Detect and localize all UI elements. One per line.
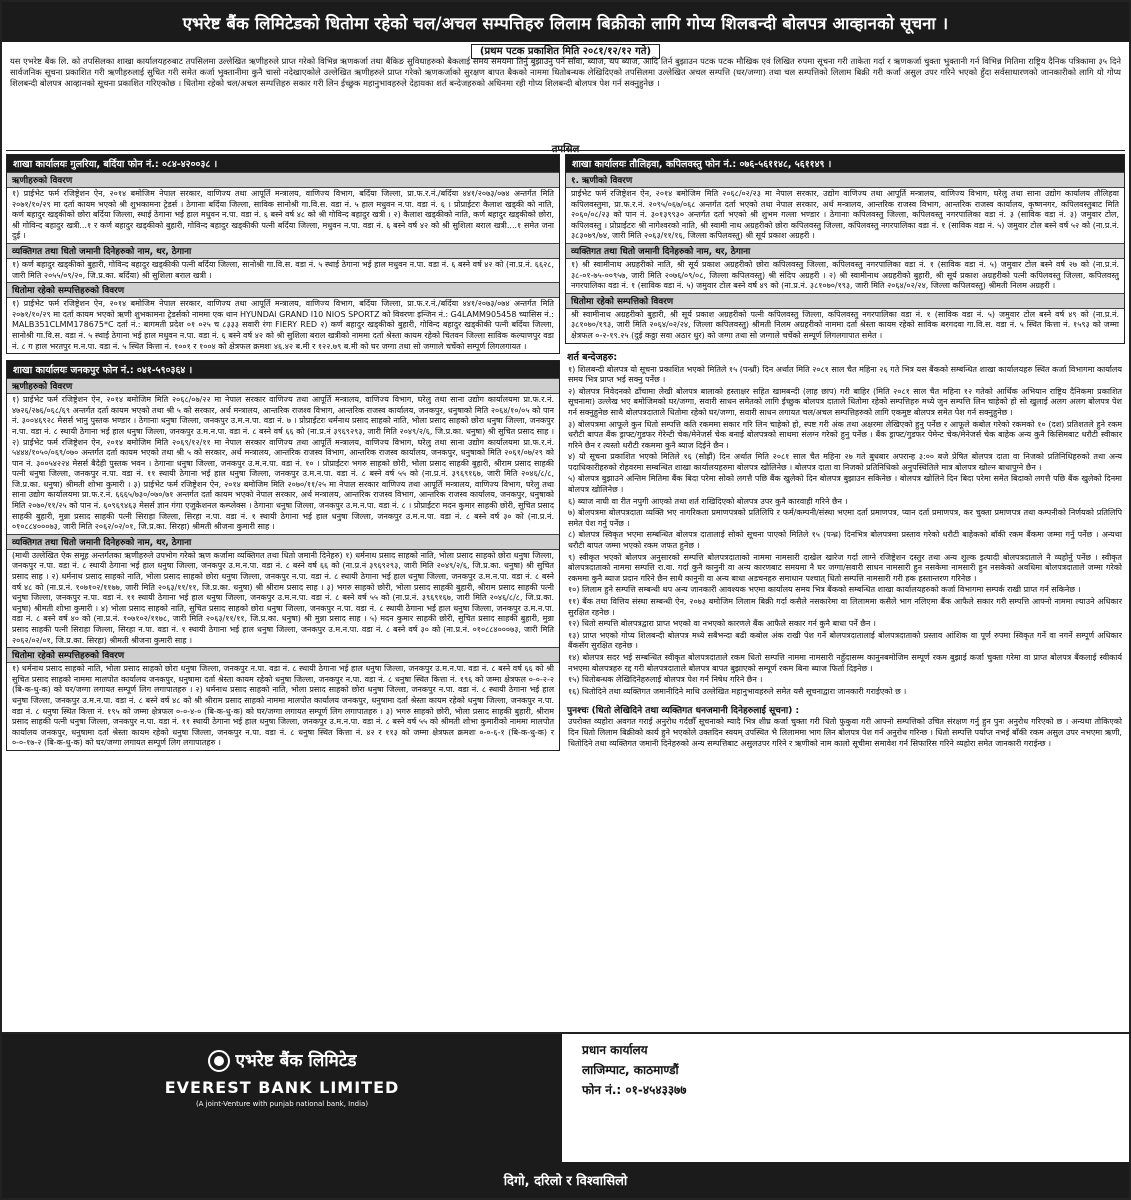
term-item: ३) बोलपत्रमा आफूले कुन धितो सम्पत्ति कति रकममा सकार गरि लिन चाहेको हो, स्पष्ट गरी अंक तथा अक्षरमा लेखिएको हुनु पर्नेछ र आफूले कबोल गरेको रकमको १० (दश) प्रतिशतले हुने रकम धरौटी बापत बैंक ड्राफ्ट/गुडफर गेरेन्टी चेक/मेनेजर्स चेक बनाई बोलपत्रको साथमा संलग्न गरेको हुनु पर्नेछ । बैंक ड्राफ्ट/गुडफर पेमेन्ट चेक/मेनेजर्स चेक बाहेक अन्य कुनै किसिमबाट धरौटी स्वीकार गरिने छैन र त्यस्तो धरौटी रकममा कुनै ब्याज दिईने छैन । <box>568 419 1122 450</box>
guarantor-text: (माथी उल्लेखित ऐक समूह अन्तर्गतका ऋणीहरुले उपभोग गरेको ऋण कर्जामा व्यक्तिगत तथा धितो जमानी दिनेहरु) १) धर्मनाथ प्रसाद साहको नाति, भोला प्रसाद साहको छोरा धनुषा जिल्ला, जनकपुर न.पा. वडा नं. ८ स्थायी ठेगाना भई हाल धनुषा जिल्ला, जनकपुर उ.म.न.पा. वडा नं. ८ बस्ने वर्ष ६६ को (ना.प्र.नं ३९६९२९३, जारी मिति २०४९/२/६, जि.प्र.का. धनुषा) श्री सुचित प्रसाद साह । २) धर्मनाथ प्रसाद साहको नाति, भोला प्रसाद साहको छोरा धनुषा जिल्ला, जनकपुर न.पा. वडा नं. ८ स्थायी ठेगाना भई हाल धनुषा जिल्ला, जनकपुर उ.म.न.पा. वडा नं. ८ बस्ने वर्ष ४८ को (ना.प्र.नं. १०७१०२/११७७, जारी मिति २०६३/११/११, जि.प्र.का. धनुषा) श्री श्रीराम प्रसाद साह । ३) भगरु साहको छोरी, भोला प्रसाद साहकी बुहारी, श्रीराम प्रसाद साहकी पत्नी धनुषा जिल्ला, जनकपुर न.पा. वडा नं. ११ स्थायी ठेगाना भई हाल धनुषा जिल्ला, जनकपुर उ.म.न.पा. वडा नं. ८ बस्ने वर्ष ५५ को (ना.प्र.नं. ३९६९१६७, जारी मिति २०४६/८/८, जि.प्र.का. धनुषा) श्रीमती शोभा कुमारी । ४) भोला प्रसाद साहको नाति, सुचित प्रसाद साहको छोरा धनुषा जिल्ला, जनकपुर न.पा. वडा नं. ८ स्थायी ठेगाना भई हाल धनुषा जिल्ला, जनकपुर उ.म.न.पा. वडा नं. ८ बस्ने वर्ष ४० को (ना.प्र.नं. १०७१०२/११७८, जारी मिति २०६३/११/११, जि.प्र.का. धनुषा) श्री मुन्ना प्रसाद साह । ५) मदन कुमार साहकी छोरी, सुचित प्रसाद साहकी बुहारी, मुन्ना प्रसाद साहकी पत्नी सिराहा जिल्ला, सिरहा न.पा. वडा नं. १ स्थायी ठेगाना भई हाल धनुषा जिल्ला, जनकपुर उ.म.न.पा. वडा नं. ८ बस्ने वर्ष ३० को (ना.प्र.नं. ०१०८८४०००७३, जारी मिति २०६२/०२/०१, जि.प्र.का. सिरहा) श्रीमती श्रीजना कुमारी साह । <box>12 550 554 645</box>
guarantor-text: १) कर्ण बहादुर खड्कीको बुहारी, गोविन्द बहादुर खड्कीकी पत्नी बर्दिया जिल्ला, सानोश्री गा.वि.स. वडा नं. ५ स्थाई ठेगाना भई हाल मधुवन न.पा. वडा नं. ६ बस्ने वर्ष ४२ को (ना.प्र.नं. ६६२८, जारी मिति २०५५/०९/२०, जि.प्र.का. बर्दिया) श्री सुशिला बराल खत्री । <box>12 259 554 280</box>
term-item: १५) धितोबन्धक लेखिदिनेहरुलाई बोलपत्र पेश गर्न निषेध गरिने छैन । <box>568 675 763 685</box>
bank-tagline: दिगो, दरिलो र विश्वासिलो <box>2 1162 1129 1198</box>
term-item: २) बोलपत्र निवेदनको ढाँचामा लेखी बोलपत्र बालाको हस्ताक्षर सहित खामबन्दी (लाह छाप) गरी बाहिर (मिति २०८१ साल चैत महिना १२ गतेको आर्थिक अभियान राष्ट्रिय दैनिकमा प्रकाशित सूचनामा) उल्लेख भए बमोजिमको घर/जग्गा, सवारी साधन समेतको लागि ईच्छुक बोलपत्र दाताले धितोमा रहेको सम्पत्तिहरु मध्ये जुन सम्पत्ति लिन चाहेको हो सो खुलाई अलग अलग बोलपत्र पेश गर्न सक्नुहुनेछ साथै बोलपत्रदाताले धितोमा रहेको घर/जग्गा, सवारी साधन लगायत चल/अचल सम्पत्तिहरुको लागि एकमुष्ट बोलपत्र समेत पेश गर्न सक्नुहुनेछ । <box>568 386 1122 417</box>
borrower-head: ऋणीहरुको विवरण <box>7 172 559 188</box>
property-text: श्री स्वामीनाथ अग्रहरीको बुहारी, श्री सूर्य प्रकाश अग्रहरीको पत्नी कपिलवस्तु जिल्ला, कपिलवस्तु नगरपालिका वडा नं. १ (साविक वडा नं. ५) जमुवार टोल बस्ने वर्ष ४९ को (ना.प्र.नं. ३८१०७०/१९३, जारी मिति २०६४/०२/२४, जिल्ला कपिलवस्तु) श्रीमती निलम अग्रहरीको नाममा दर्ता श्रेस्ता कायम रहेको साविक बरगदवा गा.वि.स. वडा नं. ५ स्थित कित्ता नं. १५९३ को जम्मा क्षेत्रफल ०-२-१९.२५ (दुई कठ्ठा सवा अठार धुर) को जग्गा तथा सो जग्गाले चर्चेको सम्पूर्ण लिगलगापात समेत । <box>571 309 1119 340</box>
branch-head: शाखा कार्यालयः गुलरिया, बर्दिया फोन नं.: ०८४-४२००३८ । <box>7 155 559 172</box>
guarantor-text: १) श्री स्वामीनाथ अग्रहरीको नाति, श्री सूर्य प्रकाश अग्रहरीको छोरा कपिलवस्तु जिल्ला, कपिलवस्तु नगरपालिका वडा नं. १ (साविक वडा नं. ५) जमुवार टोल बस्ने वर्ष २७ को (ना.प्र.नं. ३८-०१-७५-००९५७, जारी मिति २०७६/०९/०८, जिल्ला कपिलवस्तु) श्री संदिप अग्रहरी । २) श्री स्वामीनाथ अग्रहरीको बुहारी, श्री सूर्य प्रकाश अग्रहरीको पत्नी कपिलवस्तु जिल्ला, कपिलवस्तु नगरपालिका वडा नं. १ (साविक वडा नं. ५) जमुवार टोल बस्ने वर्ष ४९ को (ना.प्र.नं. ३८१०७०/१९३, जारी मिति २०६४/०२/२४, जिल्ला कपिलवस्तु) श्रीमती निलम अग्रहरी । <box>571 259 1119 291</box>
borrower-head: ऋणीहरुको विवरण <box>7 378 559 394</box>
term-item: ५) बोलपत्र बुझाउने अन्तिम मितिमा बैंक बिदा परेमा सोको लगत्तै पछि बैंक खुलेको दिन बोलपत्र बुझाउन सकिनेछ । बोलपत्र खोलिने दिन बिदा परेमा समेत बिदाको लगत्तै पछि बैंक खुलेको दिनमा बोलपत्र खोलिनेछ । <box>568 474 1122 495</box>
notice-head: पुनश्चः (धितो लेखिदिने तथा व्यक्तिगत धनजमानी दिनेहरुलाई सूचना) : <box>567 706 800 717</box>
logo-nepali-row <box>2 1048 562 1072</box>
terms-list <box>565 365 1125 699</box>
branch-head: शाखा कार्यालयः जनकपुर फोन नं.: ०४१-५९०३६४ । <box>7 361 559 378</box>
property-head: धितोमा रहेको सम्पत्तिहरुको विवरण <box>7 282 559 298</box>
property-head: धितोमा रहेको सम्पत्तिहरुको विवरण <box>7 647 559 663</box>
branch-taulihawa <box>565 154 1125 344</box>
head-office-block <box>582 1040 687 1100</box>
property-head: धितोमा रहेको सम्पत्तिको विवरण <box>566 293 1124 309</box>
term-item: १२) धितो सम्पत्ति बोलपत्रद्वारा प्राप्त भएको वा नभएको कारणले बैंक आफैले सकार गर्न कुनै बाधा पर्ने छैन । <box>568 619 876 629</box>
bank-logo-block <box>2 1034 562 1162</box>
guarantor-head: व्यक्तिगत तथा धितो जमानी दिनेहरुको नाम, थर, ठेगाना <box>7 534 559 550</box>
term-item: १६) धितोदिने तथा व्यक्तिगत जमानीदिने माथि उल्लेखित महानुभावहरुले समेत यसै सूचनाद्वारा जानकारी गराईएको छ । <box>568 686 907 696</box>
left-column <box>6 154 560 1024</box>
term-item: १४) बोलपत्र सदर भई सम्बन्धित स्वीकृत बोलपत्रदाताले रकम धितो सम्पत्ति नाममा नामसारी नहुँदासम्म कानुनबमोजिम सम्पूर्ण रकम बुझाई कर्जा चुक्ता गरेमा वा प्राप्त बोलपत्र बैंकलाई स्वीकार्य नभएमा बोलपत्रहरु रद्द गरी बोलपत्रदाताले बोलपत्र बापत बुझाएको सम्पूर्ण रकम बिना ब्याज फिर्ता दिइनेछ । <box>568 652 1122 673</box>
publication-date: (प्रथम पटक प्रकाशित मिति २०८१/१२/१२ गते) <box>471 44 660 59</box>
publication-date-label <box>2 43 1129 57</box>
footer <box>2 1032 1129 1162</box>
office-title: प्रधान कार्यालय <box>582 1043 648 1057</box>
logo-subtitle: (A joint-Venture with punjab national bank, India) <box>195 1100 369 1108</box>
logo-nepali: एभरेष्ट बैंक लिमिटेड <box>235 1051 357 1071</box>
guarantor-head: व्यक्तिगत तथा धितो जमानी दिनेहरुको नाम, थर, ठेगाना <box>7 243 559 259</box>
property-text: १) धर्मनाथ प्रसाद साहको नाति, भोला प्रसाद साहको छोरा धनुषा जिल्ला, जनकपुर न.पा. वडा नं. ८ स्थायी ठेगाना भई हाल धनुषा जिल्ला, जनकपुर उ.म.न.पा. वडा नं. ८ बस्ने वर्ष ६६ को श्री सुचित प्रसाद साहको नाममा मालपोत कार्यालय जनकपुर, धनुषामा दर्ता श्रेस्ता कायम रहेको धनुषा जिल्ला, जनकपुर न.पा. वडा नं. ८ धनुषा स्थित कित्ता नं. १९६ को जम्मा क्षेत्रफल ०-०-२-२ (बि-क-धु-क) को घर/जग्गा लगायत सम्पूर्ण लिग लगापातहरु । २) धर्मनाथ प्रसाद साहको नाति, भोला प्रसाद साहको छोरा धनुषा जिल्ला, जनकपुर न.पा. वडा नं. ८ स्थायी ठेगाना भई हाल धनुषा जिल्ला, जनकपुर उ.म.न.पा. वडा नं. ८ बस्ने वर्ष ४८ को श्री श्रीराम प्रसाद साहको नाममा मालपोत कार्यालय जनकपुर, धनुषामा दर्ता श्रेस्ता कायम रहेको धनुषा जिल्ला, जनकपुर न.पा. वडा नं. ८ धनुषा स्थित कित्ता नं. १९५ को जम्मा क्षेत्रफल ०-०-४-० (बि-क-धु-क) को घर/जग्गा लगायत सम्पूर्ण लिग लगापातहरु । ३) भगरु साहको छोरी, भोला प्रसाद साहकी बुहारी, श्रीराम प्रसाद साहकी पत्नी धनुषा जिल्ला, जनकपुर न.पा. वडा नं. ११ स्थायी ठेगाना भई हाल धनुषा जिल्ला, जनकपुर उ.म.न.पा. वडा नं. ८ बस्ने वर्ष ५५ को श्रीमती शोभा कुमारीको नाममा मालपोत कार्यालय जनकपुर, धनुषामा दर्ता श्रेस्ता कायम रहेको धनुषा जिल्ला, जनकपुर न.पा. वडा नं. ८ धनुषा स्थित कित्ता नं. ४२ र ११३ को जम्मा क्षेत्रफल क्रमशः ०-०-६-१ (बि-क-धु-क) र ०-०-१७-२ (बि-क-धु-क) को घर/जग्गा लगायत सम्पूर्ण लिग लगापातहरु । <box>12 664 554 748</box>
term-item: ८) बोलपत्र स्विकृत भएमा सम्बन्धित बोलपत्र दातालाई सोको सूचना पाएको मितिले १५ (पन्ध्र) दिनभित्र बोलपत्रमा प्रस्ताव गरेको धरौटी बाहेकको बाँकी रकम बैंकमा जम्मा गर्नु पर्नेछ । अन्यथा धरौटी बापत जम्मा भएको रकम जफत हुनेछ । <box>568 530 1122 551</box>
term-item: १३) प्राप्त भएको गोप्य शिलबन्दी बोलपत्र मध्ये सबैभन्दा बढी कबोल अंक राखी पेश गर्ने बोलपत्रदातालाई बोलपत्रदाताको प्रस्ताव आंशिक वा पूर्ण रुपमा स्विकृत गर्ने वा नगर्ने सम्पूर्ण अधिकार बैंकसँग सुरक्षित रहनेछ । <box>568 630 1122 651</box>
branch-gulariya <box>6 154 560 354</box>
term-item: ११) बैंक तथा वित्तिय संस्था सम्बन्धी ऐन, २०७३ बमोजिम लिलाम बिक्री गर्दा कसैले नसकारेमा वा लिलाममा कसैले भाग नलिएमा बैंक आफैले सकार गरी सम्पत्ति आफ्नो नाममा ल्याउने अधिकार सुरक्षित रहनेछ । <box>568 597 1122 617</box>
office-phone: फोन नं.: ०१-४५४३३७७ <box>582 1083 687 1097</box>
notice-title: एभरेष्ट बैंक लिमिटेडको धितोमा रहेको चल/अचल सम्पत्तिहरु लिलाम बिक्रीको लागि गोप्य शिलबन्दी बोलपत्र आव्हानको सूचना । <box>2 2 1129 42</box>
borrower-head: १. ऋणीको विवरण <box>566 172 1124 188</box>
bank-logo-icon <box>208 1050 230 1072</box>
guarantor-head: व्यक्तिगत तथा धितो जमानी दिनेहरुको नाम, थर, ठेगाना <box>566 243 1124 259</box>
term-item: ९) स्वीकृत भएको बोलपत्र अनुसारको सम्पत्ति बोलपत्रदाताको नाममा नामसारी दाखेल खारेज गर्दा लाग्ने रजिष्ट्रेशन दस्तुर तथा अन्य शुल्क इत्यादी बोलपत्रदाताले नै व्यहोर्नु पर्नेछ । स्वीकृत बोलपत्रदाताको नाममा सम्पत्ति रा.वा. गर्दा कुनै कानुनी वा अन्य कारणबाट समयमा नै घर जग्गा/सवारी साधन नामसारी हुन नसकेमा नामसारी हुन नसकेको अवधिमा बोलपत्रदाताले जम्मा गरेको रकममा कुनै ब्याज प्रदान गरिने छैन साथै कानुनी वा अन्य बाधा अडचनहरु समाधान पश्चात् धितो सम्पत्ति नामसारी गरी हक हस्तान्तरण गरिनेछ । <box>568 552 1122 583</box>
property-text: १) प्राईभेट फर्म रजिष्ट्रेशन ऐन, २०१४ बमोजिम नेपाल सरकार, वाणिज्य तथा आपूर्ति मन्त्रालय, वाणिज्य विभाग, बर्दिया जिल्ला, प्रा.फ.र.नं./बर्दिया ४४१/२०७३/०७४ अन्तर्गत मिति २०७१/१०/२९ मा दर्ता कायम भएको ऋणी शुभकामना ट्रेडर्सको नाममा एक थान HYUNDAI GRAND I10 NIOS SPORTZ को विवरणः इन्जिन नं.: G4LAMM905458 च्यासिस नं.: MALB351CLMM178675*C दर्ता नं.: बागमती प्रदेश ०१ ०२५ च ८३३३ सवारी रंगः FIERY RED २) कर्ण बहादुर खड्कीको बुहारी, गोविन्द बहादुर खड्कीकी पत्नी बर्दिया जिल्ला, सानोश्री गा.वि.स. वडा नं. ५ स्थाई ठेगाना भई हाल मधुवन न.पा. वडा नं. ६ बस्ने वर्ष ४२ को श्री सुशिला बराल खत्रीको नाममा दर्ता श्रेस्ता कायम रहेको चितवन जिल्ला साविक कल्याणपुर वडा नं. ८ ग हाल भरतपुर म.न.पा. वडा नं. ५ स्थित कित्ता नं. १००१ र १००४ को क्षेत्रफल क्रमशः ४६.४२ ब.मी र १२२.७९ ब.मी को घर जग्गा तथा सो जग्गाले चर्चेको सम्पूर्ण लिगलगायत । <box>12 299 554 351</box>
term-item: १) शिलबन्दी बोलपत्र यो सूचना प्रकाशित भएको मितिले १५ (पन्ध्रौं) दिन अर्थात मिति २०८१ साल चैत महिना २६ गते भित्र यस बैंकको सम्बन्धित शाखा कार्यालयहरु स्थित कर्जा विभागमा कार्यालय समय भित्र प्राप्त भई सक्नु पर्नेछ । <box>568 364 1122 385</box>
schedule-label: तपसिल <box>551 144 580 155</box>
term-item: १०) लिलाम हुने सम्पत्ति सम्बन्धी थप अन्य जानकारी आवश्यक भएमा कार्यालय समय भित्र बैंकको सम्बन्धित शाखा कार्यालयहरुको कर्जा विभागमा सम्पर्क राखी प्राप्त गर्न सकिनेछ । <box>568 585 1081 595</box>
notice-text: उपरोक्त व्यहोरा अवगत गराई अनुरोध गर्दछौँ सूचनाको म्यादै भित्र शीघ्र कर्जा चुक्ता गरी धितो फुकुवा गरी आफ्नो सम्पत्तिको उचित संरक्षण गर्नु हुन पुनः अनुरोध गरिएको छ । अन्यथा तोकिएको दिन धितो लिलाम बिक्रीको कार्य हुने भएकोले उक्तदिन स्वयम् उपस्थित भै लिलाममा भाग लिन बोलपत्र पेश गर्न अनुरोध गरिन्छ । धितो सम्पत्ति पर्याप्त नभई बाँकी रकम असुल उपर नभएमा ऋणी, धितोदिने तथा व्यक्तिगत जमानी दिनेहरुको अन्य सम्पत्तिबाट असुलउपर गरिने र ऋणीको नाम कालो सूचीमा समावेश गर्न सिफारिस गरिने व्यहोरा समेत जानकारी गराईन्छ । <box>568 717 1122 748</box>
branch-janakpur <box>6 360 560 751</box>
intro-paragraph: यस एभरेष्ट बैंक लि. को तपसिलका शाखा कार्यालयहरुबाट तपसिलमा उल्लेखित ऋणीहरुले प्राप्त गरेको विभिन्न ऋणकर्जा तथा बैंकिङ सुविधाहरुको बैकलाई समय समयमा तिर्नु बुझाउनु पर्ने साँवा, ब्याज, थप ब्याज, आदि तिर्न बुझाउन पटक पटक मौखिक एवं लिखित रुपमा सूचना गरी ताकेता गर्दा र ऋणकर्जा चुक्ता भुक्तानी गर्न विभिन्न मितिमा राष्ट्रिय दैनिक पत्रिकामा ३५ दिने सार्वजनिक सूचना प्रकाशित गरी ऋणीहरुलाई सुचित गरी समेत कर्जा भुक्तानीमा कुनै चासो नदेखाएकोले उल्लेखित ऋणीहरुले प्राप्त गरेको ऋणकर्जाको सुरक्षण बापत बैकको नाममा धितोबन्धक लेखिदिएको तपसिलमा उल्लेखित अचल सम्पत्ति (घर/जग्गा) तथा चल सम्पत्तिको लिलाम बिक्री गरी कर्जा असुल उपर गरिने भएको हुँदा सर्वसाधारणको जानकारीको लागि यो गोप्य शिलबन्दी बोलपत्र आव्हानको सूचना प्रकाशित गरिएकोछ । धितोमा रहेको चल/अचल सम्पत्तिहरु सकार गरी लिन ईच्छुक महानुभावहरुले देहायका शर्त बन्देजहरुको अधिनमा रही गोप्य शिलबन्दी बोलपत्र पेश गर्न सक्नुहुनेछ । <box>10 56 1121 89</box>
borrower-text: १) प्राईभेट फर्म रजिष्ट्रेशन ऐन, २०१४ बमोजिम मिति २०६८/०७/२२ मा नेपाल सरकार वाणिज्य तथा आपूर्ति मन्त्रालय, वाणिज्य विभाग, घरेलु तथा साना उद्योग कार्यालयमा प्रा.फ.र.नं. ४७२६/२७६/०६८/६९ अन्तर्गत दर्ता कायम भएको तथा श्री ५ को सरकार, अर्थ मन्त्रालय, आन्तरिक राजश्व विभाग, आन्तरिक राजस्व कार्यालय, जनकपुर, धनुषाको मिति २०६४/१०/०५ को पान नं. ३००४६९२८ मेसर्स भानु पुस्तक भण्डार । ठेगानाः धनुषा जिल्ला, जनकपुर उ.म.न.पा. वडा नं. ७ । प्रोप्राईटरः धर्मनाथ प्रसाद साहको नाति, भोला प्रसाद साहको छोरा धनुषा जिल्ला, जनकपुर न.पा. वडा नं. ८ स्थायी ठेगाना भई हाल धनुषा जिल्ला, जनकपुर उ.म.न.पा. वडा नं. ८ बस्ने वर्ष ६६ को (ना.प्र.नं ३९६९२९३, जारी मिति २०४९/२/६, जि.प्र.का. धनुषा) श्री सुचित प्रसाद साह । २) प्राईभेट फर्म रजिष्ट्रेशन ऐन, २०१४ बमोजिम मिति २०६९/१२/११ मा नेपाल सरकार वाणिज्य तथा आपूर्ति मन्त्रालय, वाणिज्य विभाग, घरेलु तथा साना उद्योग कार्यालयमा प्रा.फ.र.नं. ५४४४/१०५०/०६९/०७० अन्तर्गत दर्ता कायम भएको तथा श्री ५ को सरकार, अर्थ मन्त्रालय, आन्तरिक राजस्व विभाग, आन्तरिक राजस्व कार्यालय, जनकपुर, धनुषाको मिति २०६१/०७/२९ को पान नं. ३००५४२२४ मेसर्स बैदेही पुस्तक भवन । ठेगानाः धनुषा जिल्ला, जनकपुर उ.म.न.पा. वडा नं. १० । प्रोप्राईटरः भगरु साहको छोरी, भोला प्रसाद साहकी बुहारी, श्रीराम प्रसाद साहकी पत्नी धनुषा जिल्ला, जनकपुर न.पा. वडा नं. ११ स्थायी ठेगाना भई हाल धनुषा जिल्ला, जनकपुर उ.म.न.पा. वडा नं. ८ बस्ने वर्ष ५५ को (ना.प्र.नं. ३९६९१६७, जारी मिति २०४६/८/८, जि.प्र.का. धनुषा) श्रीमती शोभा कुमारी । ३) प्राईभेट फर्म रजिष्ट्रेशन ऐन, २०१४ बमोजिम मिति २०७०/११/२५ मा नेपाल सरकार वाणिज्य तथा आपूर्ति मन्त्रालय, वाणिज्य विभाग, घरेलु तथा साना उद्योग कार्यालयमा प्रा.फ.र.नं. ६६६५/७३०/०७०/७१ अन्तर्गत दर्ता कायम भएको नेपाल सरकार, अर्थ मन्त्रालय, आन्तरिक राजस्व विभाग, आन्तरिक राजस्व कार्यालय, जनकपुर, धनुषाको मिति २०७०/११/२५ को पान नं. ६०९६९४६३ मेसर्स ज्ञान गंगा एजुकेशनल कम्प्लेक्स । ठेगानाः धनुषा जिल्ला, जनकपुर उ.म.न.पा. वडा नं. ८ । प्रोप्राईटरः मदन कुमार साहकी छोरी, सुचित प्रसाद साहकी बुहारी, मुन्ना प्रसाद साहकी पत्नी सिराहा जिल्ला, सिरहा न.पा. वडा नं. १ स्थायी ठेगाना भई हाल धनुषा जिल्ला, जनकपुर उ.म.न.पा. वडा नं. ८ बस्ने वर्ष ३० को (ना.प्र.नं. ०१०८८४०००७३, जारी मिति २०६२/०२/०१, जि.प्र.का. सिरहा) श्रीमती श्रीजना कुमारी साह । <box>12 395 554 532</box>
term-item: ६) ब्याज नाघी वा रीत नपुगी आएको तथा शर्त राखिदिएको बोलपत्र उपर कुनै कारवाही गरिने छैन । <box>568 496 848 506</box>
section-divider <box>6 150 1125 151</box>
borrower-text: प्राईभेट फर्म रजिष्ट्रेशन ऐन, २०१४ बमोजिम मिति २०६८/०२/२३ मा नेपाल सरकार, उद्योग वाणिज्य तथा आपूर्ति मन्त्रालय, वाणिज्य विभाग, घरेलु तथा साना उद्योग कार्यालय तौलिहवा कपिलवस्तुमा, प्रा.फ.र.नं. २०९५/०६७/०६८ अन्तर्गत दर्ता भएको तथा नेपाल सरकार, अर्थ मन्त्रालय, आन्तरिक राजस्व विभाग, आन्तरिक राजस्व कार्यालय, कृष्णनगर, कपिलवस्तुबाट मिति २०६०/०८/२३ को पान नं. ३०१३९९३० अन्तर्गत दर्ता भएको श्री शुभम गल्ला भण्डार । ठेगानाः कपिलवस्तु जिल्ला, कपिलवस्तु नगरपालिका वडा नं. ३ (साविक वडा नं. ३) जमुवार टोल, कपिलवस्तु । प्रोप्राईटरः श्री नागेश्वरको नाति, श्री स्वामी नाथ अग्रहरीको छोरा कपिलवस्तु जिल्ला, कपिलवस्तु नगरपालिका वडा नं. १ (साविक वडा नं. ५) जमुवार टोल बस्ने वर्ष ५२ को (ना.प्र.नं. ३८३०७९/७४, जारी मिति २०६३/११/१६, जिल्ला कपिलवस्तु) श्री सूर्य प्रकाश अग्रहरी । <box>571 189 1119 241</box>
terms-head: शर्त बन्देजहरु: <box>567 351 618 363</box>
term-item: ७) बोलपत्रमा बोलपत्रदाता व्यक्ति भए नागरिकता प्रमाणपत्रको प्रतिलिपि र फर्म/कम्पनी/संस्था भएमा दर्ता प्रमाणपत्र, प्यान दर्ता प्रमाणपत्र, कर चुक्ता प्रमाणपत्र तथा कम्पनीको निर्णयको प्रतिलिपि समेत पेश गर्नु पर्नेछ । <box>568 508 1122 528</box>
logo-english: EVEREST BANK LIMITED <box>164 1078 400 1097</box>
right-column <box>565 154 1125 1024</box>
office-address: लाजिम्पाट, काठमाण्डौं <box>582 1063 679 1077</box>
term-item: ४) यो सूचना प्रकाशित भएको मितिले १६ (सोह्रौं) दिन अर्थात मिति २०८१ साल चैत महिना २७ गते बुधबार अपरान्ह ३:०० बजे प्रेषित बोलपत्र दाता वा निजको प्रतिनिधिहरुको तथा अन्य पदाधिकारीहरुको रोहवरमा सम्बन्धित शाखा कार्यालयहरुमा बोलपत्र खोलिनेछ । बोलपत्र दाता वा निजको प्रतिनिधिको अनुपस्थितिले मात्र बोलपत्र खोल्न बाधापुग्ने छैन । <box>568 452 1122 472</box>
branch-head: शाखा कार्यालयः तौलिहवा, कपिलवस्तु फोन नं.: ०७६-५६११४८, ५६११४९ । <box>566 155 1124 172</box>
borrower-text: १) प्राईभेट फर्म रजिष्ट्रेशन ऐन, २०१४ बमोजिम नेपाल सरकार, वाणिज्य तथा आपूर्ति मन्त्रालय, वाणिज्य विभाग, बर्दिया जिल्ला, प्रा.फ.र.नं./बर्दिया ४४१/२०७३/०७४ अन्तर्गत मिति २०७१/१०/२९ मा दर्ता कायम भएको श्री शुभकामना ट्रेडर्स । ठेगानाः बर्दिया जिल्ला, साविक सानोश्री गा.वि.स. वडा नं. ५ हाल मधुवन न.पा. वडा नं. ६ । प्रोप्राईटरः कैलाश खड्की को नाति, कर्ण बहादुर खड्कीको छोरा बर्दिया जिल्ला, स्थाई ठेगाना भई हाल मधुवन न.पा. वडा नं. ६ बस्ने वर्ष ४८ को श्री गोविन्द बहादुर खत्री । २) कैलाश खड्कीको नाति, कर्ण बहादुर खड्कीको छोरा, श्री गोविन्द बहादुर खत्री...१ र कर्ण बहादुर खड्कीको बुहारी, गोविन्द बहादुर खड्कीकी पत्नी बर्दिया जिल्ला, मधुवन न.पा. वडा नं. ६ बस्ने वर्ष ४२ को श्री सुशिला बराल खत्री....१ समेत जना दुई । <box>12 189 554 241</box>
